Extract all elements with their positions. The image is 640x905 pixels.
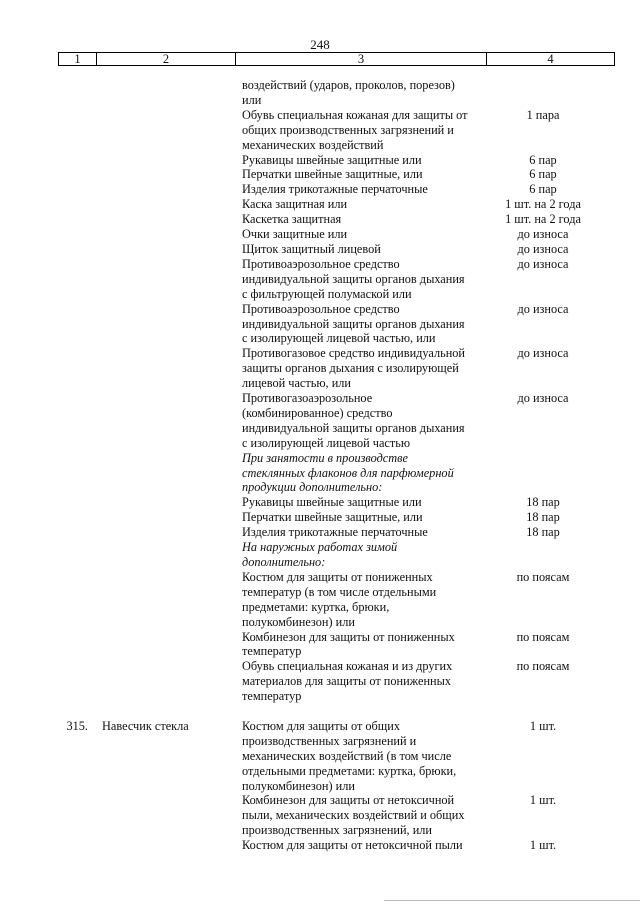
- row-profession: [94, 793, 240, 808]
- row-number: [0, 466, 94, 481]
- row-profession: [94, 451, 240, 466]
- row-quantity: [488, 585, 598, 600]
- row-item: Костюм для защиты от общих: [242, 718, 400, 733]
- table-row: [0, 525, 640, 540]
- row-number: [0, 451, 94, 466]
- row-quantity: [488, 808, 598, 823]
- table-row: [0, 78, 640, 93]
- row-quantity: [488, 78, 598, 93]
- row-quantity: до износа: [517, 346, 569, 361]
- row-number: [0, 540, 94, 555]
- table-row: [0, 600, 640, 615]
- row-item: Обувь специальная кожаная и из других: [242, 659, 453, 674]
- row-quantity: [488, 734, 598, 749]
- row-item: лицевой частью, или: [242, 376, 351, 391]
- row-item: с изолирующей лицевой частью: [242, 435, 411, 450]
- row-item: стеклянных флаконов для парфюмерной: [242, 465, 454, 480]
- row-item: Противоаэрозольное средство: [242, 301, 400, 316]
- table-row: [0, 182, 640, 197]
- row-profession: [94, 108, 240, 123]
- row-number: [0, 197, 94, 212]
- row-quantity: [488, 317, 598, 332]
- row-quantity: 6 пар: [529, 152, 557, 167]
- row-number: [0, 153, 94, 168]
- row-profession: [94, 734, 240, 749]
- row-profession: [94, 317, 240, 332]
- table-row: [0, 674, 640, 689]
- row-number: [0, 257, 94, 272]
- row-profession: [94, 600, 240, 615]
- row-number: [0, 779, 94, 794]
- row-quantity: [488, 138, 598, 153]
- row-number: [0, 227, 94, 242]
- row-item: Каска защитная или: [242, 197, 348, 212]
- row-item: температур: [242, 644, 302, 659]
- row-quantity: 1 шт.: [529, 793, 557, 808]
- row-quantity: [488, 123, 598, 138]
- row-number: [0, 600, 94, 615]
- row-number: [0, 570, 94, 585]
- row-quantity: [488, 406, 598, 421]
- row-profession: [94, 436, 240, 451]
- row-profession: [94, 242, 240, 257]
- row-item: предметами: куртка, брюки,: [242, 599, 390, 614]
- row-number: [0, 212, 94, 227]
- row-profession: [94, 808, 240, 823]
- table-row: [0, 585, 640, 600]
- row-profession: [94, 123, 240, 138]
- table-row: [0, 510, 640, 525]
- row-number: [0, 615, 94, 630]
- row-number: [0, 480, 94, 495]
- row-quantity: 6 пар: [529, 167, 557, 182]
- row-item: производственных загрязнений, или: [242, 823, 433, 838]
- table-row: [0, 167, 640, 182]
- row-item: с изолирующей лицевой частью, или: [242, 331, 436, 346]
- row-quantity: [488, 600, 598, 615]
- row-quantity: [488, 540, 598, 555]
- row-item: общих производственных загрязнений и: [242, 122, 454, 137]
- row-number: [0, 138, 94, 153]
- row-item: индивидуальной защиты органов дыхания: [242, 316, 465, 331]
- row-profession: [94, 361, 240, 376]
- row-profession: [94, 585, 240, 600]
- row-profession: [94, 153, 240, 168]
- row-item: индивидуальной защиты органов дыхания: [242, 271, 465, 286]
- row-quantity: [488, 480, 598, 495]
- row-number: [0, 406, 94, 421]
- table-row: [0, 406, 640, 421]
- row-item: Рукавицы швейные защитные или: [242, 495, 422, 510]
- row-number: [0, 644, 94, 659]
- row-profession: [94, 823, 240, 838]
- row-quantity: [488, 779, 598, 794]
- row-profession: [94, 764, 240, 779]
- row-quantity: [488, 764, 598, 779]
- table-row: [0, 793, 640, 808]
- row-item: Рукавицы швейные защитные или: [242, 152, 422, 167]
- row-item: материалов для защиты от пониженных: [242, 674, 452, 689]
- row-number: [0, 123, 94, 138]
- row-profession: [94, 555, 240, 570]
- row-number: [0, 331, 94, 346]
- row-profession: [94, 287, 240, 302]
- row-quantity: [488, 331, 598, 346]
- row-number: [0, 421, 94, 436]
- row-profession: [94, 376, 240, 391]
- row-profession: [94, 749, 240, 764]
- row-quantity: [488, 749, 598, 764]
- row-quantity: [488, 93, 598, 108]
- row-item: пыли, механических воздействий и общих: [242, 808, 465, 823]
- row-item: полукомбинезон) или: [242, 778, 355, 793]
- row-number: [0, 436, 94, 451]
- row-quantity: 6 пар: [529, 182, 557, 197]
- table-row: [0, 644, 640, 659]
- table-row: [0, 630, 640, 645]
- table-row: [0, 615, 640, 630]
- row-number: [0, 287, 94, 302]
- table-row: [0, 153, 640, 168]
- row-number: [0, 749, 94, 764]
- table-row: [0, 346, 640, 361]
- table-row: [0, 764, 640, 779]
- row-quantity: 1 шт.: [529, 838, 557, 853]
- table-row: [0, 242, 640, 257]
- row-number: [0, 242, 94, 257]
- row-profession: [94, 197, 240, 212]
- row-quantity: по поясам: [516, 659, 570, 674]
- row-item: механических воздействий: [242, 137, 384, 152]
- table-row: [0, 719, 640, 734]
- table-row: [0, 734, 640, 749]
- row-number: [0, 689, 94, 704]
- table-row: [0, 451, 640, 466]
- header-col-4: 4: [547, 52, 554, 66]
- table-row: [0, 212, 640, 227]
- row-profession: [94, 346, 240, 361]
- table-row: [0, 689, 640, 704]
- row-profession: [94, 466, 240, 481]
- row-item: Комбинезон для защиты от пониженных: [242, 629, 455, 644]
- row-item: производственных загрязнений и: [242, 733, 417, 748]
- table-row: [0, 361, 640, 376]
- row-number: 315.: [66, 718, 88, 733]
- row-item: воздействий (ударов, проколов, порезов): [242, 78, 455, 92]
- row-quantity: до износа: [517, 301, 569, 316]
- row-number: [0, 361, 94, 376]
- row-item: Перчатки швейные защитные, или: [242, 167, 423, 182]
- row-profession: [94, 644, 240, 659]
- row-number: [0, 346, 94, 361]
- table-row: [0, 376, 640, 391]
- row-quantity: [488, 272, 598, 287]
- row-profession: [94, 391, 240, 406]
- row-number: [0, 376, 94, 391]
- page-number: 248: [310, 37, 330, 52]
- table-header: [58, 52, 615, 66]
- row-profession: [94, 674, 240, 689]
- row-item: Костюм для защиты от пониженных: [242, 569, 433, 584]
- row-profession: [94, 659, 240, 674]
- row-profession: [94, 257, 240, 272]
- row-profession: Навесчик стекла: [102, 718, 189, 733]
- row-quantity: [488, 644, 598, 659]
- row-quantity: [488, 436, 598, 451]
- row-item: дополнительно:: [242, 555, 326, 569]
- row-number: [0, 764, 94, 779]
- row-item: Очки защитные или: [242, 227, 348, 242]
- row-quantity: 1 шт.: [529, 718, 557, 733]
- row-quantity: 1 шт. на 2 года: [505, 212, 581, 227]
- row-number: [0, 838, 94, 853]
- page-edge-line: [384, 900, 640, 901]
- row-quantity: [488, 689, 598, 704]
- row-quantity: [488, 421, 598, 436]
- row-number: [0, 272, 94, 287]
- table-row: [0, 570, 640, 585]
- row-profession: [94, 182, 240, 197]
- row-profession: [94, 138, 240, 153]
- row-item: Щиток защитный лицевой: [242, 241, 381, 256]
- row-quantity: 18 пар: [526, 510, 560, 525]
- row-item: продукции дополнительно:: [242, 480, 383, 495]
- row-item: температур (в том числе отдельными: [242, 584, 437, 599]
- table-row: [0, 749, 640, 764]
- header-col-2: 2: [97, 53, 236, 65]
- row-profession: [94, 302, 240, 317]
- row-item: или: [242, 92, 262, 107]
- row-number: [0, 555, 94, 570]
- row-quantity: 1 пара: [526, 107, 560, 122]
- row-profession: [94, 406, 240, 421]
- row-quantity: [488, 615, 598, 630]
- row-quantity: до износа: [517, 227, 569, 242]
- table-row: [0, 391, 640, 406]
- row-profession: [94, 630, 240, 645]
- table-row: [0, 421, 640, 436]
- row-number: [0, 167, 94, 182]
- table-row: [0, 838, 640, 853]
- row-item: Перчатки швейные защитные, или: [242, 510, 423, 525]
- row-item: Изделия трикотажные перчаточные: [242, 182, 428, 197]
- row-item: механических воздействий (в том числе: [242, 748, 452, 763]
- row-item: Обувь специальная кожаная для защиты от: [242, 107, 468, 122]
- row-quantity: [488, 555, 598, 570]
- table-row: [0, 123, 640, 138]
- row-number: [0, 391, 94, 406]
- table-row: [0, 197, 640, 212]
- row-profession: [94, 540, 240, 555]
- table-row: [0, 257, 640, 272]
- row-quantity: [488, 674, 598, 689]
- row-item: полукомбинезон) или: [242, 614, 355, 629]
- row-item: Костюм для защиты от нетоксичной пыли: [242, 838, 463, 853]
- table-row: [0, 659, 640, 674]
- row-item: индивидуальной защиты органов дыхания: [242, 420, 465, 435]
- table-row: [0, 331, 640, 346]
- row-quantity: до износа: [517, 241, 569, 256]
- row-quantity: 1 шт. на 2 года: [505, 197, 581, 212]
- table-row: [0, 93, 640, 108]
- row-number: [0, 317, 94, 332]
- row-quantity: [488, 287, 598, 302]
- row-quantity: по поясам: [516, 629, 570, 644]
- row-quantity: [488, 823, 598, 838]
- row-number: [0, 674, 94, 689]
- table-row: [0, 495, 640, 510]
- header-col-3: 3: [236, 53, 487, 65]
- row-profession: [94, 689, 240, 704]
- row-number: [0, 793, 94, 808]
- table-row: [0, 317, 640, 332]
- row-quantity: [488, 451, 598, 466]
- table-body: [0, 78, 640, 853]
- row-quantity: до износа: [517, 256, 569, 271]
- row-number: [0, 734, 94, 749]
- row-item: Противоаэрозольное средство: [242, 256, 400, 271]
- row-profession: [94, 272, 240, 287]
- row-profession: [94, 421, 240, 436]
- table-gap: [0, 704, 640, 719]
- row-number: [0, 585, 94, 600]
- table-row: [0, 540, 640, 555]
- table-row: [0, 108, 640, 123]
- table-row: [0, 138, 640, 153]
- row-item: На наружных работах зимой: [242, 540, 398, 555]
- row-item: Комбинезон для защиты от нетоксичной: [242, 793, 455, 808]
- row-profession: [94, 510, 240, 525]
- table-row: [0, 555, 640, 570]
- row-item: температур: [242, 689, 302, 704]
- row-item: Каскетка защитная: [242, 212, 342, 227]
- row-item: При занятости в производстве: [242, 450, 408, 465]
- row-profession: [94, 167, 240, 182]
- row-quantity: [488, 466, 598, 481]
- row-number: [0, 78, 94, 93]
- table-row: [0, 436, 640, 451]
- row-number: [0, 525, 94, 540]
- row-profession: [94, 570, 240, 585]
- row-item: Противогазоаэрозольное: [242, 391, 373, 406]
- row-quantity: до износа: [517, 391, 569, 406]
- row-number: [0, 510, 94, 525]
- row-profession: [94, 78, 240, 93]
- row-number: [0, 823, 94, 838]
- row-profession: [94, 525, 240, 540]
- row-item: защиты органов дыхания с изолирующей: [242, 361, 459, 376]
- table-row: [0, 808, 640, 823]
- row-quantity: 18 пар: [526, 495, 560, 510]
- row-profession: [94, 93, 240, 108]
- row-profession: [94, 495, 240, 510]
- row-quantity: [488, 376, 598, 391]
- row-item: Изделия трикотажные перчаточные: [242, 525, 428, 540]
- row-number: [0, 659, 94, 674]
- header-col-1: 1: [59, 53, 97, 65]
- row-number: [0, 495, 94, 510]
- row-item: с фильтрующей полумаской или: [242, 286, 412, 301]
- row-profession: [94, 212, 240, 227]
- row-profession: [94, 227, 240, 242]
- row-profession: [94, 779, 240, 794]
- row-profession: [94, 331, 240, 346]
- row-number: [0, 630, 94, 645]
- table-row: [0, 272, 640, 287]
- row-item: (комбинированное) средство: [242, 405, 393, 420]
- row-item: Противогазовое средство индивидуальной: [242, 346, 466, 361]
- row-number: [0, 808, 94, 823]
- table-row: [0, 227, 640, 242]
- table-row: [0, 287, 640, 302]
- row-quantity: 18 пар: [526, 525, 560, 540]
- table-row: [0, 480, 640, 495]
- row-quantity: по поясам: [516, 569, 570, 584]
- table-row: [0, 466, 640, 481]
- row-item: отдельными предметами: куртка, брюки,: [242, 763, 457, 778]
- row-number: [0, 93, 94, 108]
- row-number: [0, 108, 94, 123]
- row-quantity: [488, 361, 598, 376]
- row-number: [0, 302, 94, 317]
- row-number: [0, 182, 94, 197]
- table-row: [0, 823, 640, 838]
- row-profession: [94, 480, 240, 495]
- table-row: [0, 302, 640, 317]
- table-row: [0, 779, 640, 794]
- row-profession: [94, 838, 240, 853]
- row-profession: [94, 615, 240, 630]
